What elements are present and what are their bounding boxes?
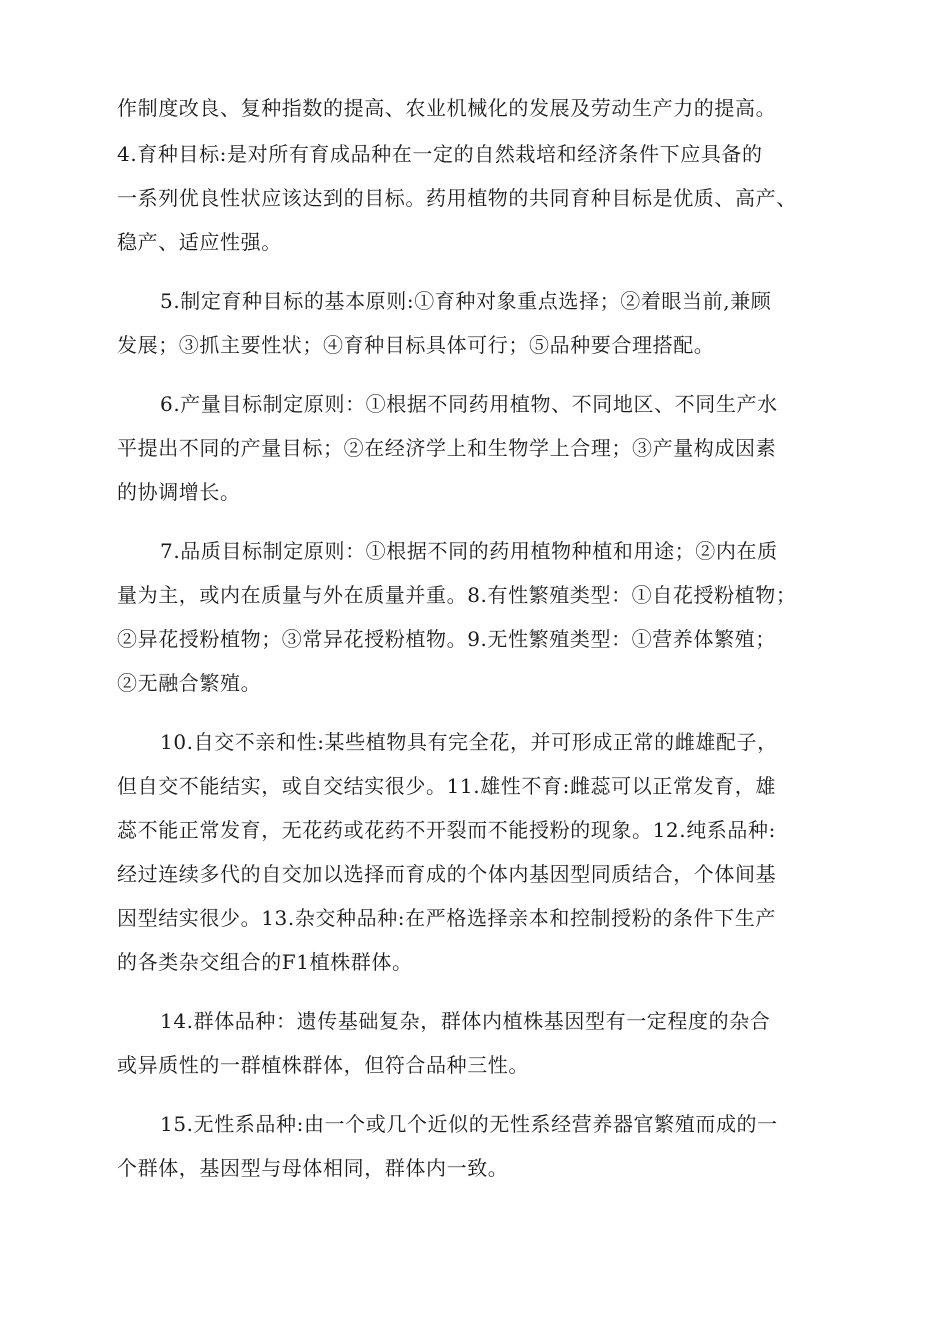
text-line: 5.制定育种目标的基本原则:①育种对象重点选择；②着眼当前,兼顾 bbox=[160, 289, 772, 313]
text-line: 量为主，或内在质量与外在质量并重。8.有性繁殖类型：①自花授粉植物； bbox=[117, 583, 797, 607]
text-line: 15.无性系品种:由一个或几个近似的无性系经营养器官繁殖而成的一 bbox=[160, 1112, 778, 1136]
text-line: 一系列优良性状应该达到的目标。药用植物的共同育种目标是优质、高产、 bbox=[117, 186, 797, 210]
text-line: 作制度改良、复种指数的提高、农业机械化的发展及劳动生产力的提高。 bbox=[117, 96, 777, 120]
text-line: ②异花授粉植物；③常异花授粉植物。9.无性繁殖类型：①营养体繁殖； bbox=[117, 627, 776, 651]
text-line: ②无融合繁殖。 bbox=[117, 671, 262, 695]
text-line: 因型结实很少。13.杂交种品种:在严格选择亲本和控制授粉的条件下生产 bbox=[117, 906, 776, 930]
text-line: 6.产量目标制定原则：①根据不同药用植物、不同地区、不同生产水 bbox=[160, 392, 778, 416]
text-line: 4.育种目标:是对所有育成品种在一定的自然栽培和经济条件下应具备的 bbox=[117, 142, 763, 166]
text-line: 7.品质目标制定原则：①根据不同的药用植物种植和用途；②内在质 bbox=[160, 539, 778, 563]
text-line: 蕊不能正常发育，无花药或花药不开裂而不能授粉的现象。12.纯系品种: bbox=[117, 818, 776, 842]
text-line: 经过连续多代的自交加以选择而育成的个体内基因型同质结合，个体间基 bbox=[117, 862, 777, 886]
text-line: 发展；③抓主要性状；④育种目标具体可行；⑤品种要合理搭配。 bbox=[117, 333, 715, 357]
text-line: 个群体，基因型与母体相同，群体内一致。 bbox=[117, 1156, 509, 1180]
text-line: 的各类杂交组合的F1植株群体。 bbox=[117, 950, 413, 974]
text-line: 但自交不能结实，或自交结实很少。11.雄性不育:雌蕊可以正常发育，雄 bbox=[117, 774, 776, 798]
text-line: 或异质性的一群植株群体，但符合品种三性。 bbox=[117, 1053, 529, 1077]
text-line: 稳产、适应性强。 bbox=[117, 230, 282, 254]
text-line: 10.自交不亲和性:某些植物具有完全花，并可形成正常的雌雄配子， bbox=[160, 730, 778, 754]
text-line: 的协调增长。 bbox=[117, 480, 241, 504]
text-line: 平提出不同的产量目标；②在经济学上和生物学上合理；③产量构成因素 bbox=[117, 436, 777, 460]
text-line: 14.群体品种：遗传基础复杂，群体内植株基因型有一定程度的杂合 bbox=[160, 1009, 771, 1033]
